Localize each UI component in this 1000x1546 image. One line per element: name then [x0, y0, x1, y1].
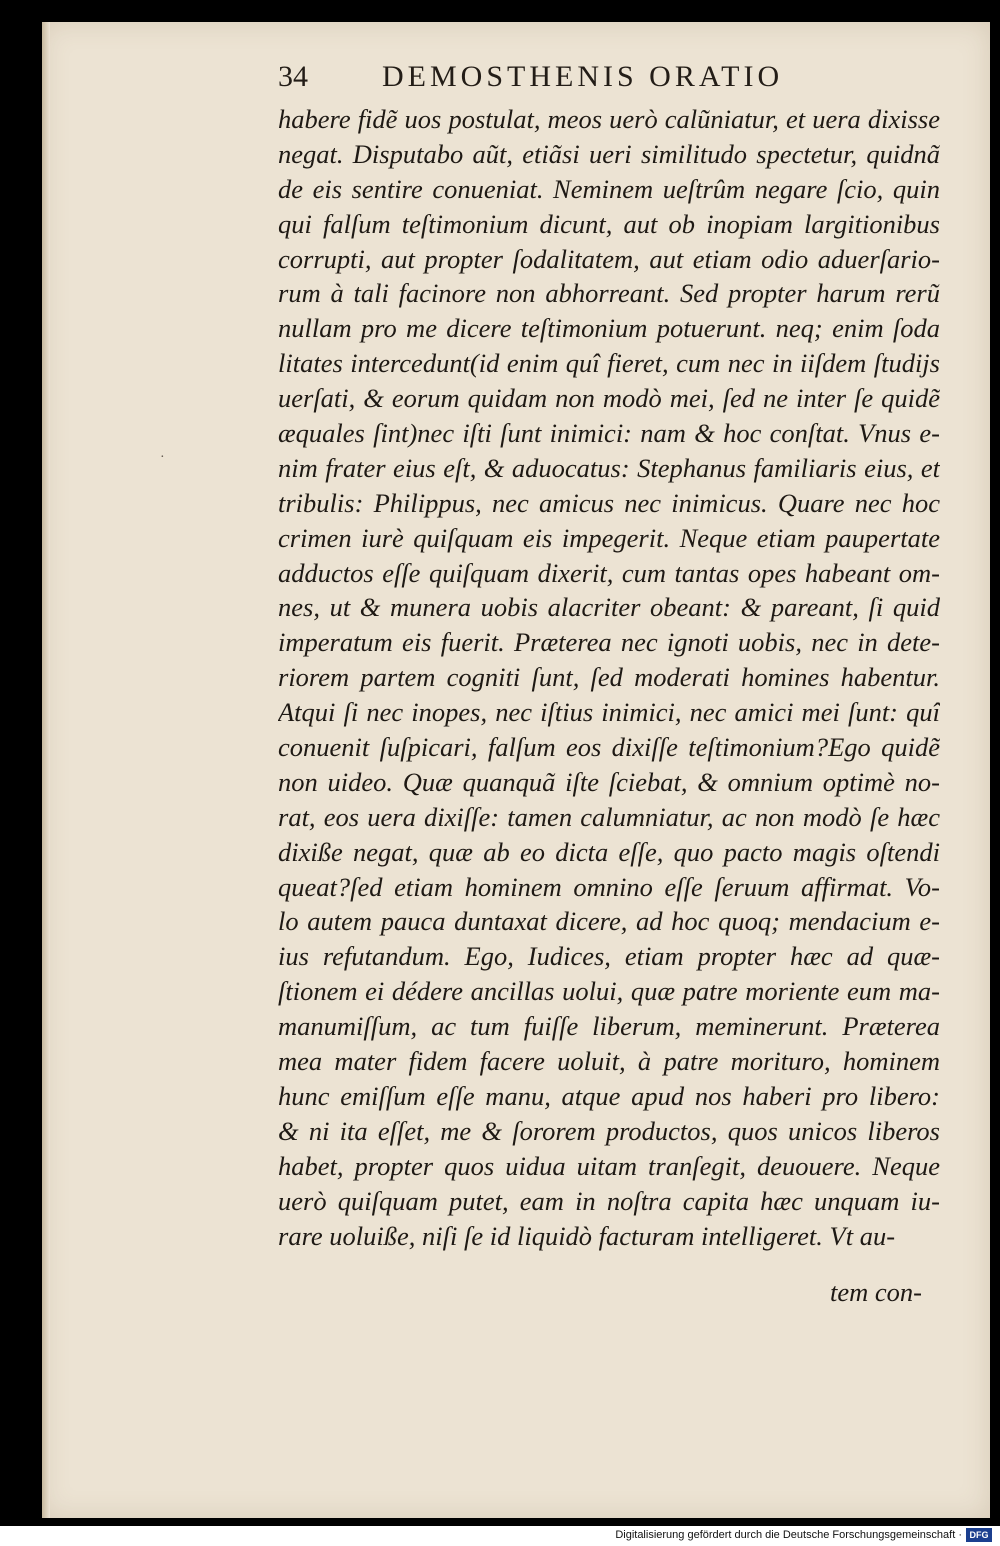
running-header: [278, 60, 878, 100]
text-line: nullam pro me dicere teſtimonium potuerunt. neq; enim ſoda: [278, 313, 940, 344]
text-line: habere fidẽ uos postulat, meos uerò calũniatur, et uera dixisse: [278, 104, 940, 134]
text-line: crimen iurè quiſquam eis impegerit. Neque etiam paupertate: [278, 522, 940, 553]
text-line: uerò quiſquam putet, eam in noſtra capita hæc unquam iu-: [278, 1185, 940, 1216]
text-line: rum à tali facinore non abhorreant. Sed propter harum rerũ: [278, 278, 940, 309]
text-line: corrupti, aut propter ſodalitatem, aut etiam odio aduerſario-: [278, 243, 940, 274]
text-line: nim frater eius eſt, & aduocatus: Stephanus familiaris eius, et: [278, 452, 940, 483]
catchword: tem con-: [830, 1277, 922, 1307]
text-line: qui falſum teſtimonium dicunt, aut ob inopiam largitionibus: [278, 208, 940, 239]
text-line: riorem partem cogniti ſunt, ſed moderati homines habentur.: [278, 662, 940, 693]
text-line: rare uoluiße, niſi ſe id liquidò facturam intelligeret. Vt au-: [278, 1220, 896, 1251]
text-line: lo autem pauca duntaxat dicere, ad hoc quoq; mendacium e-: [278, 906, 940, 937]
text-line: de eis sentire conueniat. Neminem ueſtrûm negare ſcio, quin: [278, 173, 940, 204]
text-line: Atqui ſi nec inopes, nec iſtius inimici, nec amici mei ſunt: quî: [278, 697, 940, 728]
text-line: & ni ita eſſet, me & ſororem productos, quos unicos liberos: [278, 1115, 940, 1146]
text-line: hunc emiſſum eſſe manu, atque apud nos haberi pro libero:: [278, 1080, 940, 1111]
text-line: dixiße negat, quæ ab eo dicta eſſe, quo pacto magis oſtendi: [278, 836, 940, 867]
text-line: conuenit ſuſpicari, falſum eos dixiſſe teſtimonium?Ego quidẽ: [278, 732, 940, 763]
text-line: mea mater fidem facere uoluit, à patre morituro, hominem: [278, 1046, 940, 1077]
page-number: 34: [278, 60, 308, 93]
text-line: negat. Disputabo aũt, etiãsi ueri similitudo spectetur, quidnã: [278, 138, 940, 169]
text-line: nes, ut & munera uobis alacriter obeant: & pareant, ſi quid: [278, 592, 940, 623]
text-line: rat, eos uera dixiſſe: tamen calumniatur, ac non modò ſe hæc: [278, 801, 940, 832]
text-line: non uideo. Quæ quanquã iſte ſciebat, & omnium optimè no-: [278, 766, 940, 797]
page-gutter-edge: [42, 22, 50, 1518]
text-line: adductos eſſe quiſquam dixerit, cum tantas opes habeant om-: [278, 557, 940, 588]
text-line: ius refutandum. Ego, Iudices, etiam propter hæc ad quæ-: [278, 941, 940, 972]
text-line: tribulis: Philippus, nec amicus nec inimicus. Quare nec hoc: [278, 487, 940, 518]
digitization-credit: Digitalisierung gefördert durch die Deutsche Forschungsgemeinschaft ·: [615, 1529, 962, 1541]
margin-mark: ·: [160, 450, 165, 465]
text-line: æquales ſint)nec iſti ſunt inimici: nam & hoc conſtat. Vnus e-: [278, 418, 940, 449]
text-line: habet, propter quos uidua uitam tranſegit, deuouere. Neque: [278, 1150, 940, 1181]
text-line: litates intercedunt(id enim quî fieret, cum nec in iiſdem ſtudijs: [278, 348, 940, 379]
text-line: manumiſſum, ac tum fuiſſe liberum, meminerunt. Præterea: [278, 1011, 940, 1042]
body-text: [278, 102, 940, 1253]
text-line: uerſati, & eorum quidam non modò mei, ſed ne inter ſe quidẽ: [278, 383, 940, 414]
running-title: DEMOSTHENIS ORATIO: [382, 60, 784, 93]
text-line: queat?ſed etiam hominem omnino eſſe ſeruum affirmat. Vo-: [278, 871, 940, 902]
text-line: ſtionem ei dédere ancillas uolui, quæ patre moriente eum ma-: [278, 976, 940, 1007]
dfg-logo: DFG: [966, 1528, 992, 1542]
text-line: imperatum eis fuerit. Præterea nec ignoti uobis, nec in dete-: [278, 627, 940, 658]
